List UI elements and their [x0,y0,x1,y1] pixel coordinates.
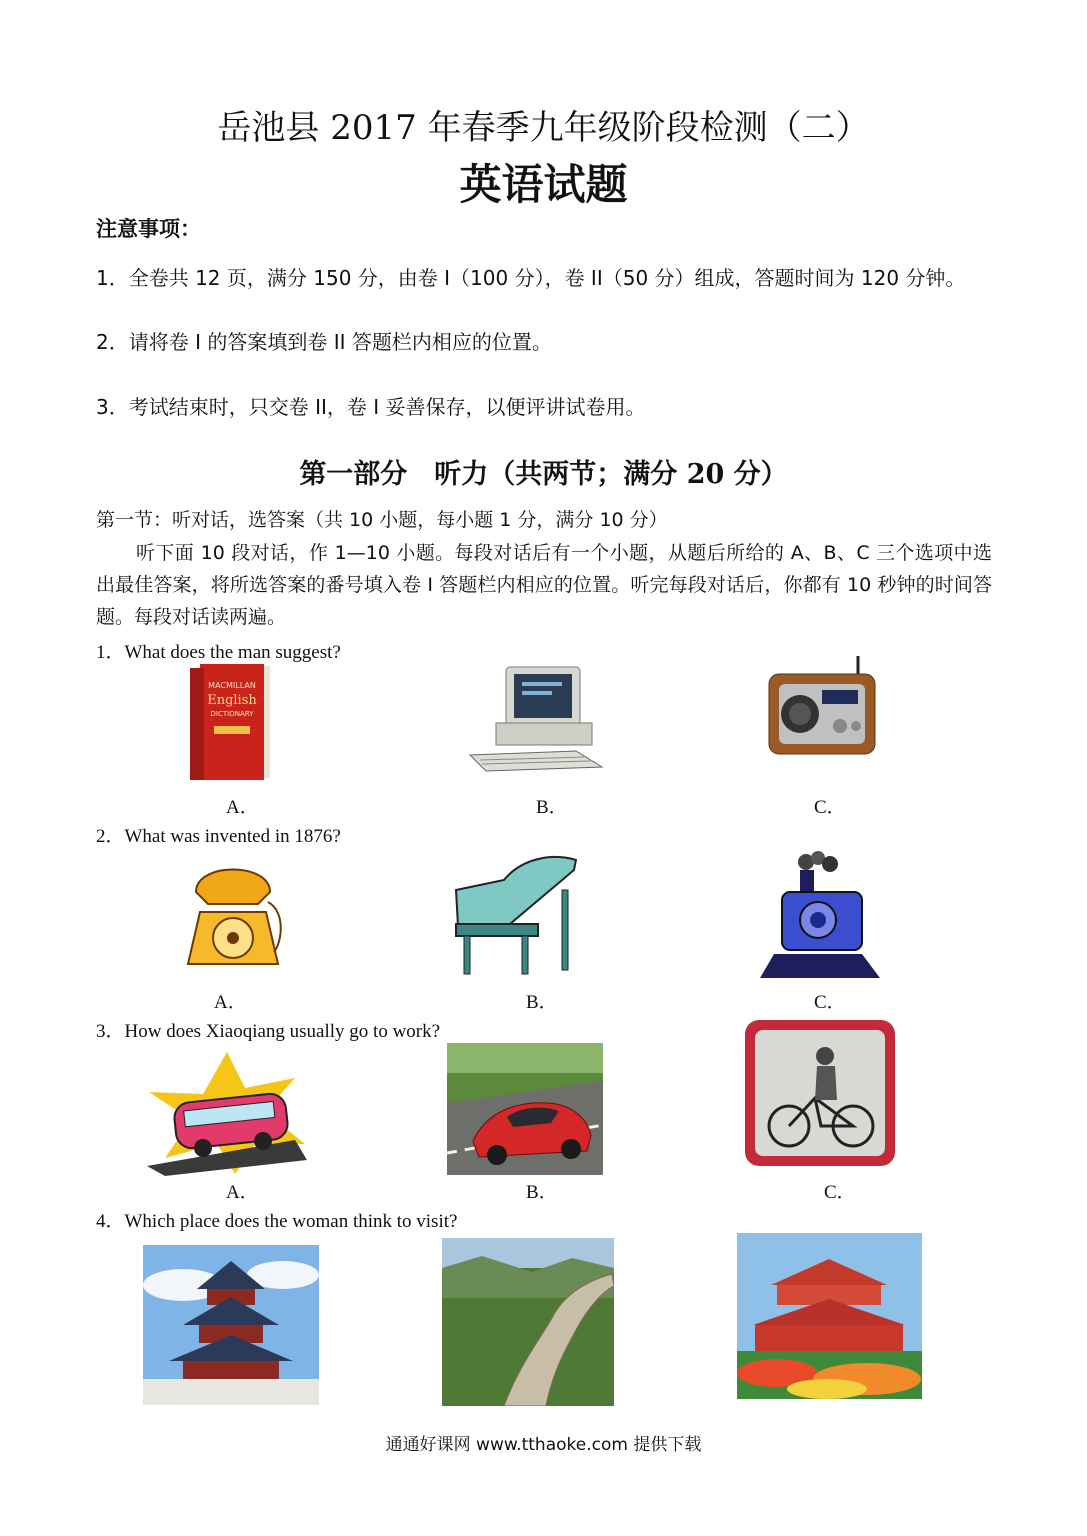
notice-item-3: 3．考试结束时，只交卷 II，卷 I 妥善保存，以便评讲试卷用。 [96,395,646,419]
dictionary-word: English [207,693,257,708]
q1-option-c: C． [814,797,846,818]
q1-option-a: A． [226,797,259,818]
radio-icon [766,654,878,756]
q3-option-b: B． [526,1182,558,1203]
tiananmen-icon [737,1233,922,1399]
computer-icon [466,663,606,773]
dictionary-brand: MACMILLAN [208,681,256,690]
q2-option-a: A． [214,992,247,1013]
great-wall-icon [442,1238,614,1406]
section1-instructions: 听下面 10 段对话，作 1—10 小题。每段对话后有一个小题，从题后所给的 A、B、C 三个选项中选出最佳答案，将所选答案的番号填入卷 I 答题栏内相应的位置。听完每段对话后，你都有 10 秒钟的时间答题。每段对话读两遍。 [96,542,992,628]
dictionary-icon [186,660,278,785]
train-icon [760,850,882,984]
telephone-icon [178,852,290,974]
piano-icon [450,850,580,978]
question-1: 1．What does the man suggest? [96,642,341,663]
question-2: 2．What was invented in 1876? [96,826,341,847]
q2-option-b: B． [526,992,558,1013]
q1-option-b: B． [536,797,568,818]
q3-option-c: C． [824,1182,856,1203]
q3-option-a: A． [226,1182,259,1203]
notice-heading: 注意事项： [96,217,201,241]
dictionary-sub: DICTIONARY [210,710,254,718]
bus-icon [145,1048,310,1178]
question-4: 4．Which place does the woman think to visit? [96,1211,458,1232]
notice-item-2: 2．请将卷 I 的答案填到卷 II 答题栏内相应的位置。 [96,330,552,354]
question-3: 3．How does Xiaoqiang usually go to work? [96,1021,441,1042]
exam-subtitle: 英语试题 [459,160,628,209]
part1-title: 第一部分 听力（共两节；满分 20 分） [299,459,788,490]
temple-of-heaven-icon [143,1245,319,1405]
q2-option-c: C． [814,992,846,1013]
exam-title: 岳池县 2017 年春季九年级阶段检测（二） [217,108,870,148]
bicycle-icon [745,1020,895,1166]
notice-item-1: 1．全卷共 12 页，满分 150 分，由卷 I（100 分），卷 II（50 分）组成，答题时间为 120 分钟。 [96,266,966,290]
page-footer: 通通好课网 www.tthaoke.com 提供下载 [385,1435,702,1455]
section1-title: 第一节：听对话，选答案（共 10 小题，每小题 1 分，满分 10 分） [96,509,668,531]
car-icon [447,1043,603,1175]
